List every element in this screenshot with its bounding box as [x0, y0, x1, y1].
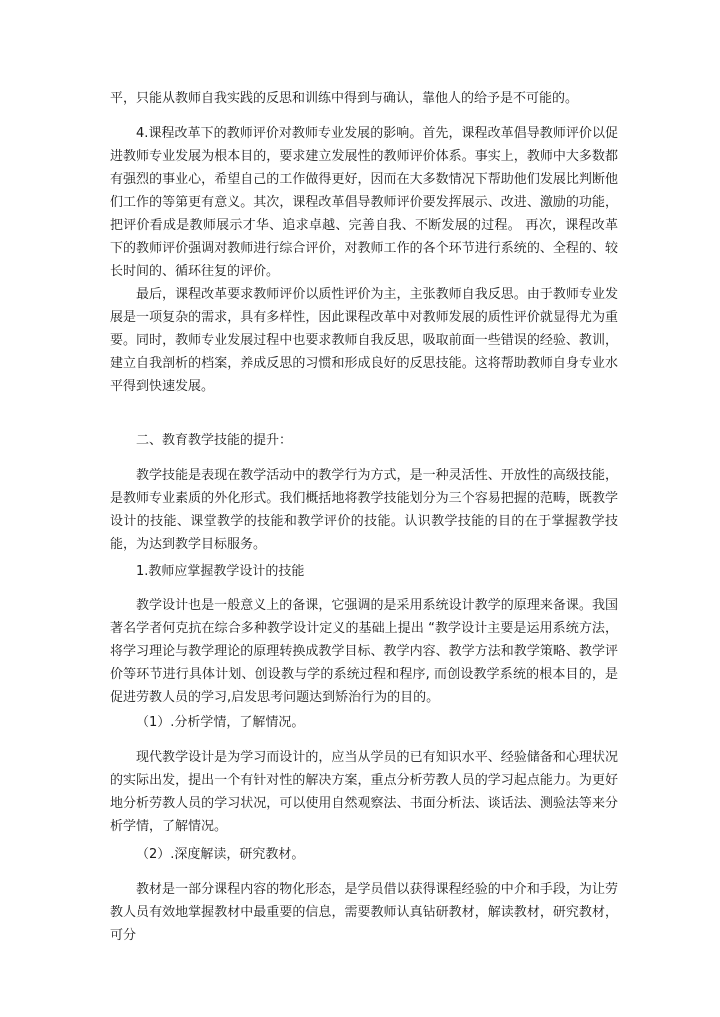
- subheading-study-materials: （2）.深度解读，研究教材。: [136, 847, 305, 862]
- paragraph-continuation: 平，只能从教师自我实践的反思和训练中得到与确认，靠他人的给予是不可能的。: [110, 91, 579, 106]
- section-heading-skills: 二、教育教学技能的提升：: [136, 433, 293, 448]
- paragraph-materials: 教材是一部分课程内容的物化形态，是学员借以获得课程经验的中介和手段，为让劳教人员有效地掌握教材中最重要的信息，需要教师认真钻研教材，解读教材，研究教材，可分: [110, 882, 618, 943]
- paragraph-teaching-skills: 教学技能是表现在教学活动中的教学行为方式，是一种灵活性、开放性的高级技能，是教师专业素质的外化形式。我们概括地将教学技能划分为三个容易把握的范畴，既教学设计的技能、课堂教学的技能和教学评价的技能。认识教学技能的目的在于掌握教学技能，为达到教学目标服务。: [110, 468, 618, 552]
- paragraph-reflection: 最后，课程改革要求教师评价以质性评价为主，主张教师自我反思。由于教师专业发展是一项复杂的需求，具有多样性，因此课程改革中对教师发展的质性评价就显得尤为重要。同时，教师专业发展过程中也要求教师自我反思，吸取前面一些错误的经验、教训，建立自我剖析的档案，养成反思的习惯和形成良好的反思技能。这将帮助教师自身专业水平得到快速发展。: [110, 287, 618, 394]
- paragraph-learner-analysis: 现代教学设计是为学习而设计的，应当从学员的已有知识水平、经验储备和心理状况的实际出发，提出一个有针对性的解决方案，重点分析劳教人员的学习起点能力。为更好地分析劳教人员的学习状况，可以使用自然观察法、书面分析法、谈话法、测验法等来分析学情，了解情况。: [110, 750, 618, 834]
- paragraph-teacher-evaluation: 4.课程改革下的教师评价对教师专业发展的影响。首先，课程改革倡导教师评价以促进教师专业发展为根本目的，要求建立发展性的教师评价体系。事实上，教师中大多数都有强烈的事业心，希望自己的工作做得更好，因而在大多数情况下帮助他们发展比判断他们工作的等第更有意义。其次，课程改革倡导教师评价要发挥展示、改进、激励的功能，把评价看成是教师展示才华、追求卓越、完善自我、不断发展的过程。 再次，课程改革下的教师评价强调对教师进行综合评价，对教师工作的各个环节进行系统的、全程的、较长时间的、循环往复的评价。: [110, 126, 618, 279]
- subheading-design-skills: 1.教师应掌握教学设计的技能: [136, 564, 305, 579]
- paragraph-instructional-design: 教学设计也是一般意义上的备课，它强调的是采用系统设计教学的原理来备课。我国著名学者何克抗在综合多种教学设计定义的基础上提出 “教学设计主要是运用系统方法，将学习理论与教学理论的原理转换成教学目标、教学内容、教学方法和教学策略、教学评价等环节进行具体计划、创设教与学的系统过程和程序, 而创设教学系统的根本目的，是促进劳教人员的学习,启发思考问题达到矫治行为的目的。: [110, 598, 618, 705]
- subheading-analyze-learners: （1）.分析学情，了解情况。: [136, 715, 305, 730]
